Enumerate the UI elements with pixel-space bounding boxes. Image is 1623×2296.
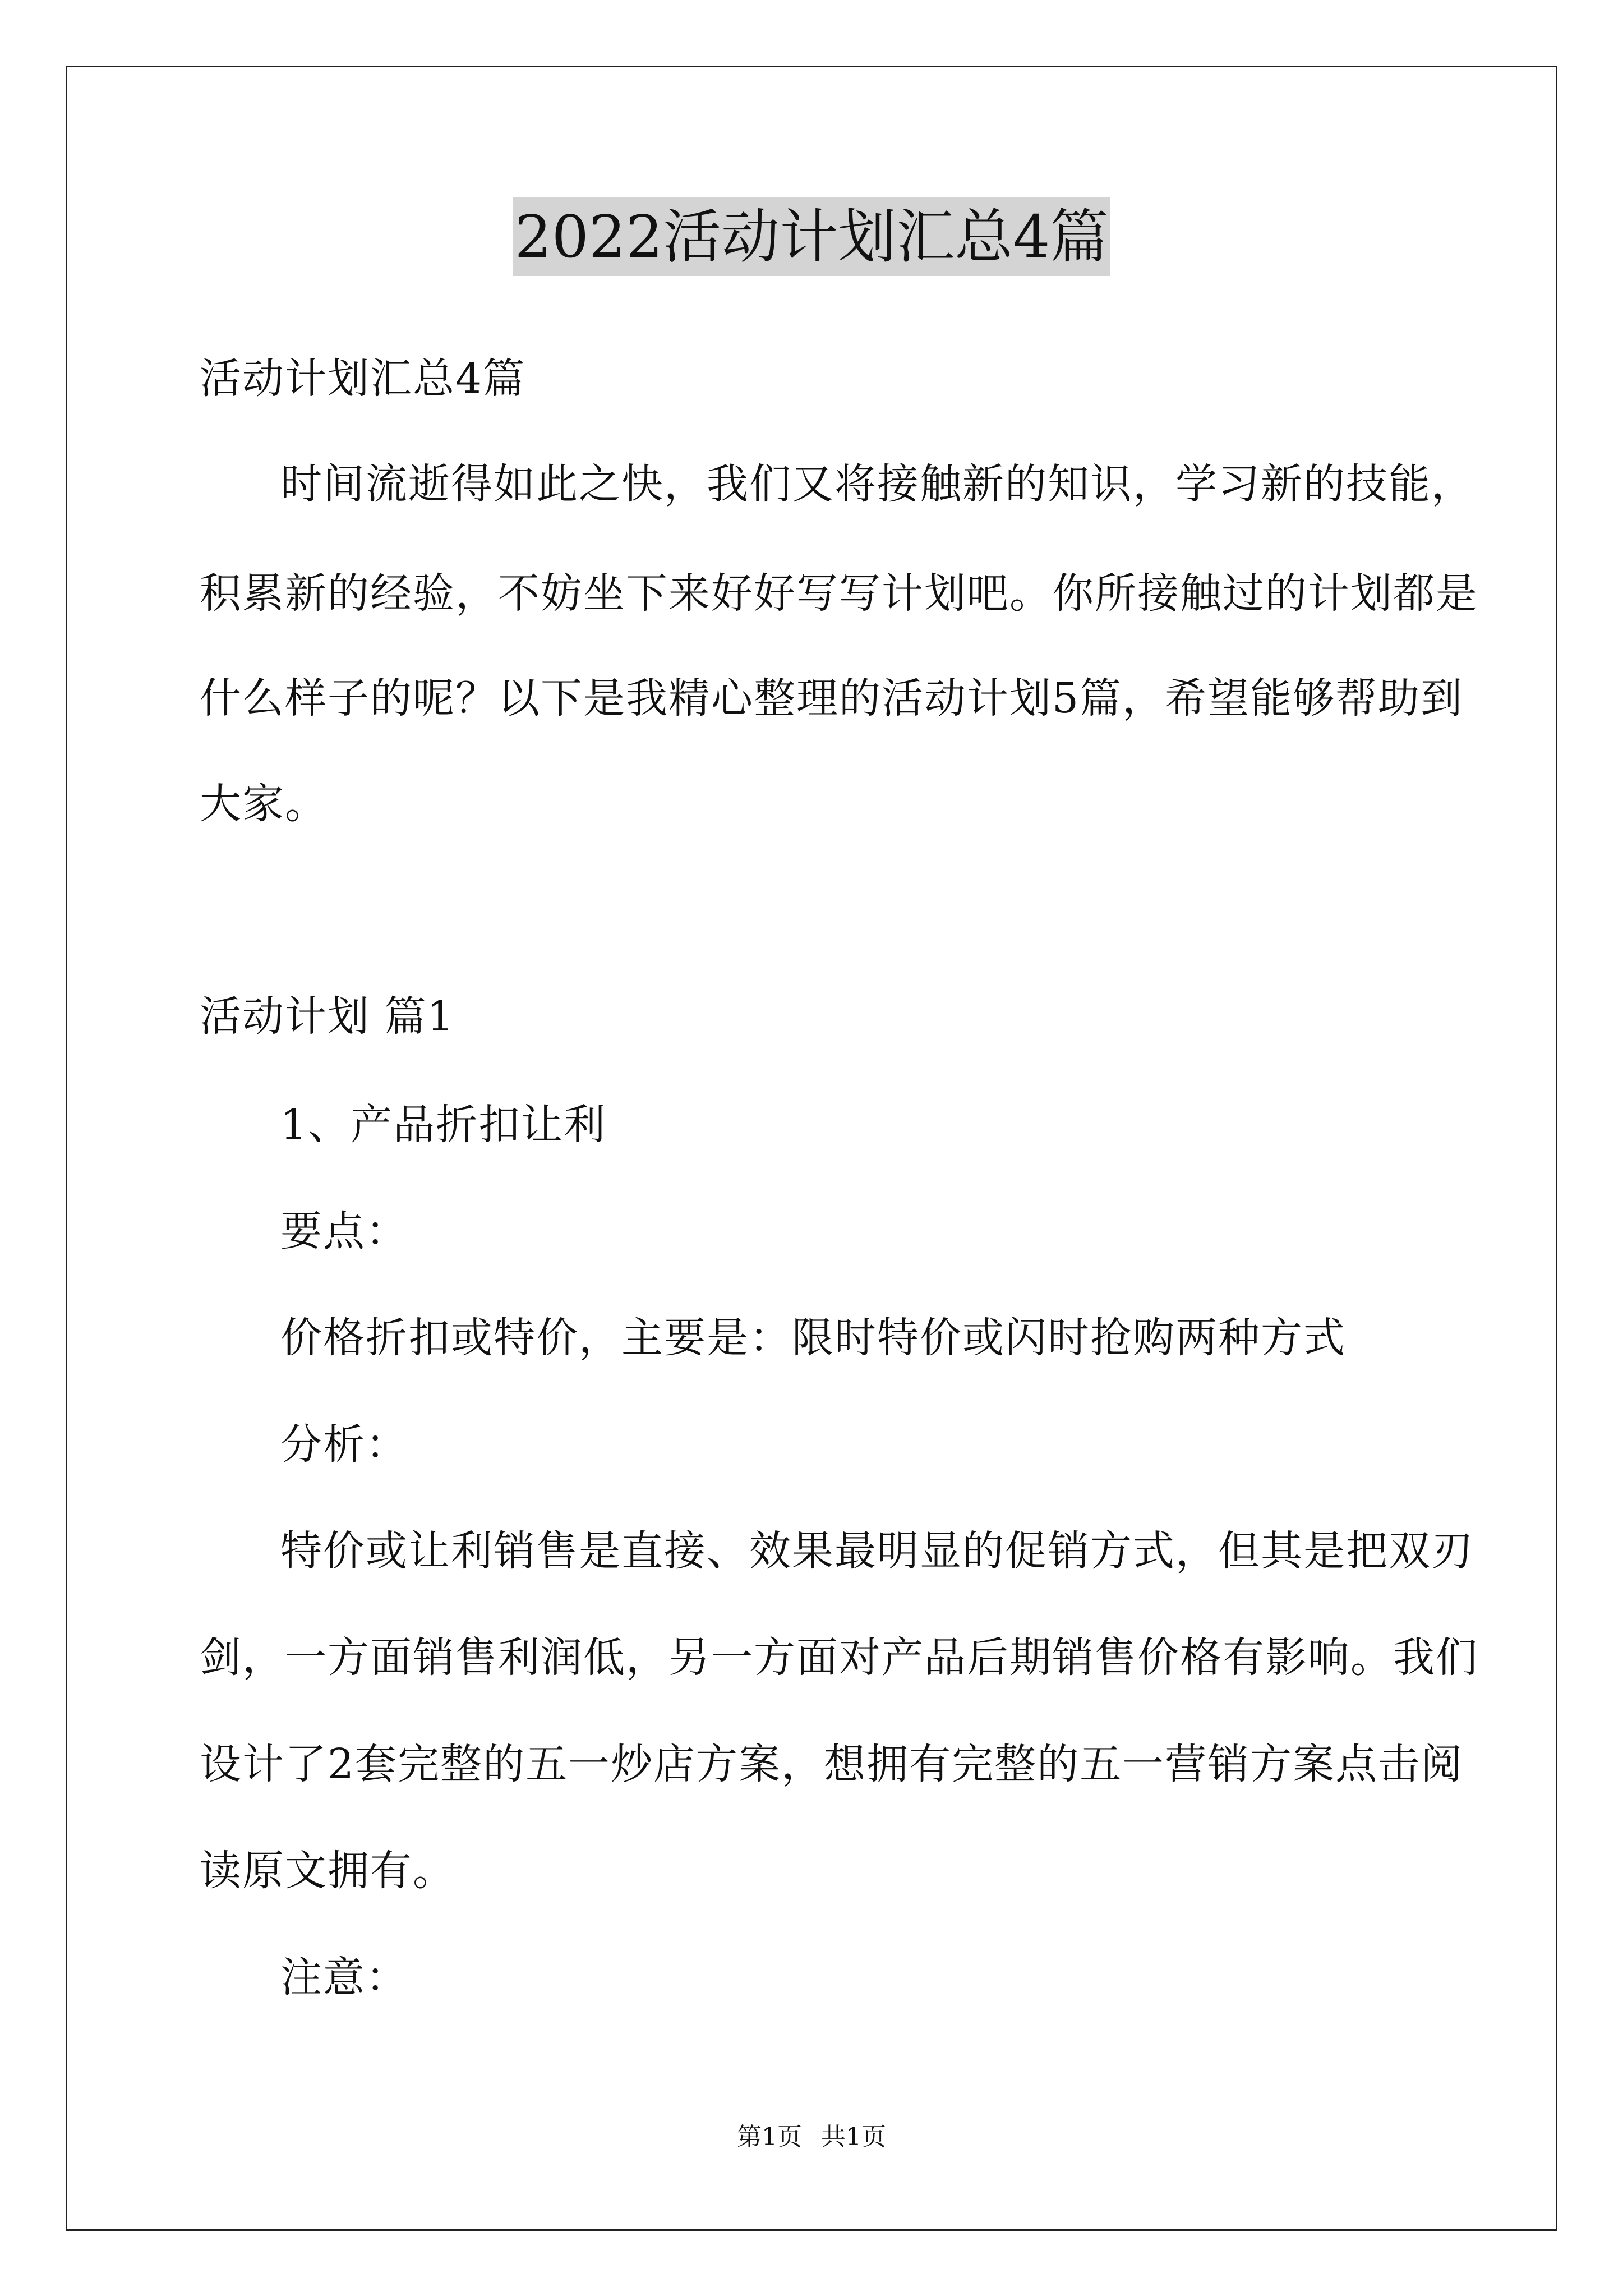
subtitle: 活动计划汇总4篇: [200, 355, 526, 403]
analysis-line-4: 读原文拥有。: [200, 1847, 455, 1895]
intro-line-2: 积累新的经验，不妨坐下来好好写写计划吧。你所接触过的计划都是: [200, 569, 1478, 618]
analysis-line-3: 设计了2套完整的五一炒店方案，想拥有完整的五一营销方案点击阅: [200, 1740, 1464, 1788]
title-container: [0, 197, 1623, 276]
page-footer: [0, 2120, 1623, 2154]
page-total: 共1页: [821, 2123, 886, 2151]
section-item: 1、产品折扣让利: [280, 1101, 607, 1149]
document-title: 2022活动计划汇总4篇: [513, 197, 1111, 276]
points-label: 要点：: [280, 1207, 408, 1255]
note-label: 注意：: [280, 1953, 408, 2001]
page-number: 第1页: [737, 2123, 802, 2151]
analysis-label: 分析：: [280, 1420, 408, 1469]
analysis-line-1: 特价或让利销售是直接、效果最明显的促销方式，但其是把双刃: [280, 1527, 1474, 1575]
section-heading: 活动计划 篇1: [200, 992, 455, 1041]
points-text: 价格折扣或特价，主要是：限时特价或闪时抢购两种方式: [280, 1314, 1346, 1362]
analysis-line-2: 剑，一方面销售利润低，另一方面对产品后期销售价格有影响。我们: [200, 1634, 1478, 1682]
intro-line-4: 大家。: [200, 780, 328, 828]
intro-line-1: 时间流逝得如此之快，我们又将接触新的知识，学习新的技能，: [280, 460, 1474, 508]
intro-line-3: 什么样子的呢？以下是我精心整理的活动计划5篇，希望能够帮助到: [200, 674, 1464, 723]
